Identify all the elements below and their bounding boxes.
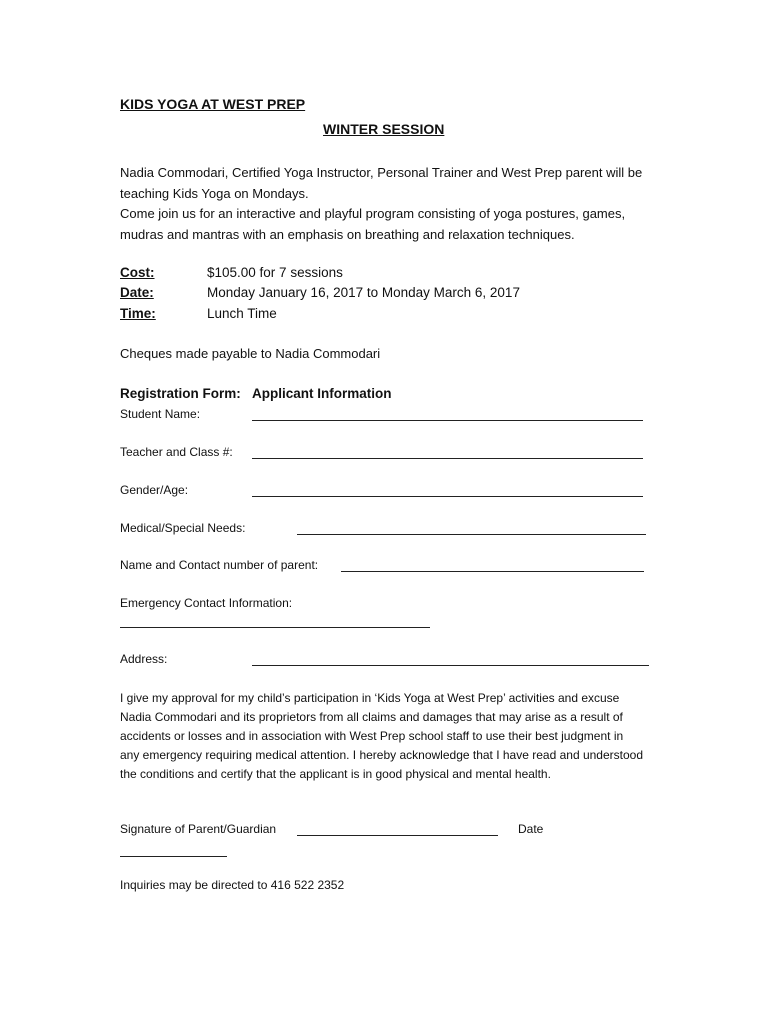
gender-age-field[interactable]: [252, 496, 643, 497]
document-title: KIDS YOGA AT WEST PREP: [120, 96, 306, 112]
inquiries-note: Inquiries may be directed to 416 522 2352: [120, 878, 345, 892]
emergency-contact-field[interactable]: [120, 627, 430, 628]
applicant-info-heading: Applicant Information: [252, 386, 392, 401]
address-label: Address:: [120, 652, 168, 666]
payment-note: Cheques made payable to Nadia Commodari: [120, 346, 381, 361]
cost-label: Cost:: [120, 265, 155, 280]
registration-heading: Registration Form:: [120, 386, 241, 401]
teacher-class-field[interactable]: [252, 458, 643, 459]
intro-paragraph-2: Come join us for an interactive and playful program consisting of yoga postures, games, mudras and mantras with an emphasis on breathing and relaxation techniques.: [120, 206, 626, 242]
address-field[interactable]: [252, 665, 649, 666]
medical-needs-label: Medical/Special Needs:: [120, 521, 246, 535]
intro-text: [120, 163, 660, 245]
student-name-field[interactable]: [252, 420, 643, 421]
student-name-label: Student Name:: [120, 407, 201, 421]
teacher-class-label: Teacher and Class #:: [120, 445, 233, 459]
parent-contact-field[interactable]: [341, 571, 644, 572]
cost-value: $105.00 for 7 sessions: [207, 265, 343, 280]
emergency-contact-label: Emergency Contact Information:: [120, 596, 293, 610]
signature-date-field[interactable]: [120, 856, 227, 857]
signature-date-label: Date: [518, 822, 544, 836]
consent-statement: I give my approval for my child’s participation in ‘Kids Yoga at West Prep’ activities and excuse Nadia Commodari and its proprietors from all claims and damages that may arise as a result of accidents or losses and in association with West Prep school staff to use their best judgment in any emergency requiring medical attention. I hereby acknowledge that I have read and understood the conditions and certify that the applicant is in good physical and mental health.: [120, 691, 643, 781]
time-value: Lunch Time: [207, 306, 277, 321]
signature-label: Signature of Parent/Guardian: [120, 822, 277, 836]
gender-age-label: Gender/Age:: [120, 483, 189, 497]
signature-field[interactable]: [297, 835, 498, 836]
date-label: Date:: [120, 285, 154, 300]
time-label: Time:: [120, 306, 156, 321]
session-subtitle: WINTER SESSION: [323, 121, 445, 137]
medical-needs-field[interactable]: [297, 534, 646, 535]
intro-paragraph-1: Nadia Commodari, Certified Yoga Instructor, Personal Trainer and West Prep parent will be teaching Kids Yoga on Mondays.: [120, 165, 643, 201]
date-value: Monday January 16, 2017 to Monday March 6, 2017: [207, 285, 520, 300]
parent-contact-label: Name and Contact number of parent:: [120, 558, 319, 572]
